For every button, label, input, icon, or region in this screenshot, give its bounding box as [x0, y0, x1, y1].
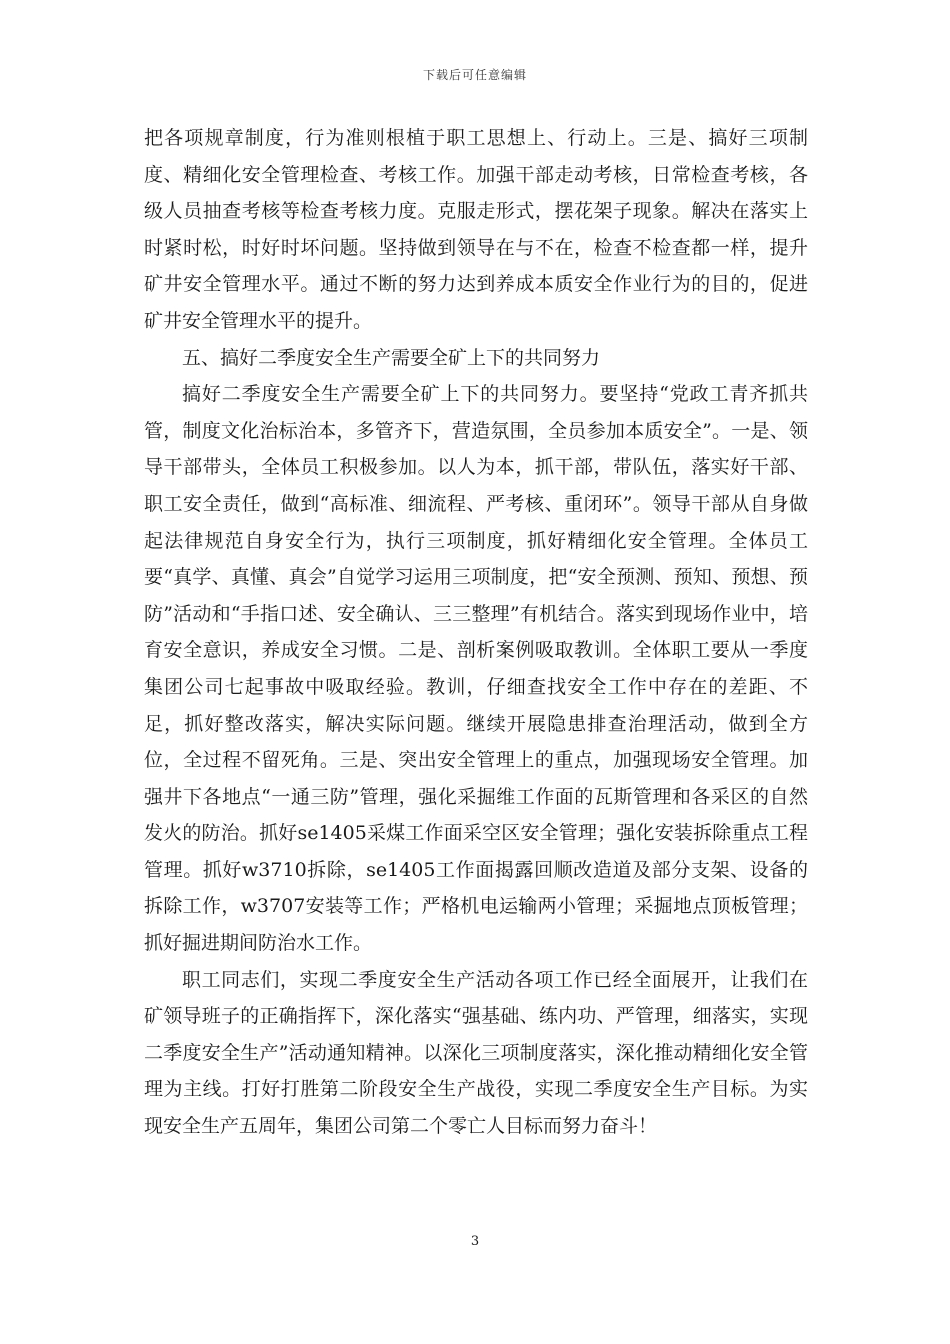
page-number: 3: [470, 1234, 480, 1249]
paragraph-joint-effort: 搞好二季度安全生产需要全矿上下的共同努力。要坚持“党政工青齐抓共管，制度文化治标治本，多管齐下，营造氛围，全员参加本质安全”。一是、领导干部带头，全体员工积极参加。以人为本，抓干部，带队伍，落实好干部、职工安全责任，做到“高标准、细流程、严考核、重闭环”。领导干部从自身做起法律规范自身安全行为，执行三项制度，抓好精细化安全管理。全体员工要“真学、真懂、真会”自觉学习运用三项制度，把“安全预测、预知、预想、预防”活动和“手指口述、安全确认、三三整理”有机结合。落实到现场作业中，培育安全意识，养成安全习惯。二是、剖析案例吸取教训。全体职工要从一季度集团公司七起事故中吸取经验。教训，仔细查找安全工作中存在的差距、不足，抓好整改落实，解决实际问题。继续开展隐患排查治理活动，做到全方位，全过程不留死角。三是、突出安全管理上的重点，加强现场安全管理。加强井下各地点“一通三防”管理，强化采掘维工作面的瓦斯管理和各采区的自然发火的防治。抓好se1405采煤工作面采空区安全管理；强化安装拆除重点工程管理。抓好w3710拆除，se1405工作面揭露回顺改造道及部分支架、设备的拆除工作，w3707安装等工作；严格机电运输两小管理；采掘地点顶板管理；抓好掘进期间防治水工作。: [144, 383, 808, 955]
section-heading: 五、搞好二季度安全生产需要全矿上下的共同努力: [182, 346, 601, 369]
paragraph-closing: 职工同志们，实现二季度安全生产活动各项工作已经全面展开，让我们在矿领导班子的正确指挥下，深化落实“强基础、练内功、严管理，细落实，实现二季度安全生产”活动通知精神。以深化三项制度落实，深化推动精细化安全管理为主线。打好打胜第二阶段安全生产战役，实现二季度安全生产目标。为实现安全生产五周年，集团公司第二个零亡人目标而努力奋斗！: [144, 968, 808, 1138]
page-header: 下载后可任意编辑: [422, 68, 527, 82]
paragraph-continuation: 把各项规章制度，行为准则根植于职工思想上、行动上。三是、搞好三项制度、精细化安全管理检查、考核工作。加强干部走动考核，日常检查考核，各级人员抽查考核等检查考核力度。克服走形式，摆花架子现象。解决在落实上时紧时松，时好时坏问题。坚持做到领导在与不在，检查不检查都一样，提升矿井安全管理水平。通过不断的努力达到养成本质安全作业行为的目的，促进矿井安全管理水平的提升。: [144, 127, 808, 332]
document-body: [144, 120, 808, 1145]
